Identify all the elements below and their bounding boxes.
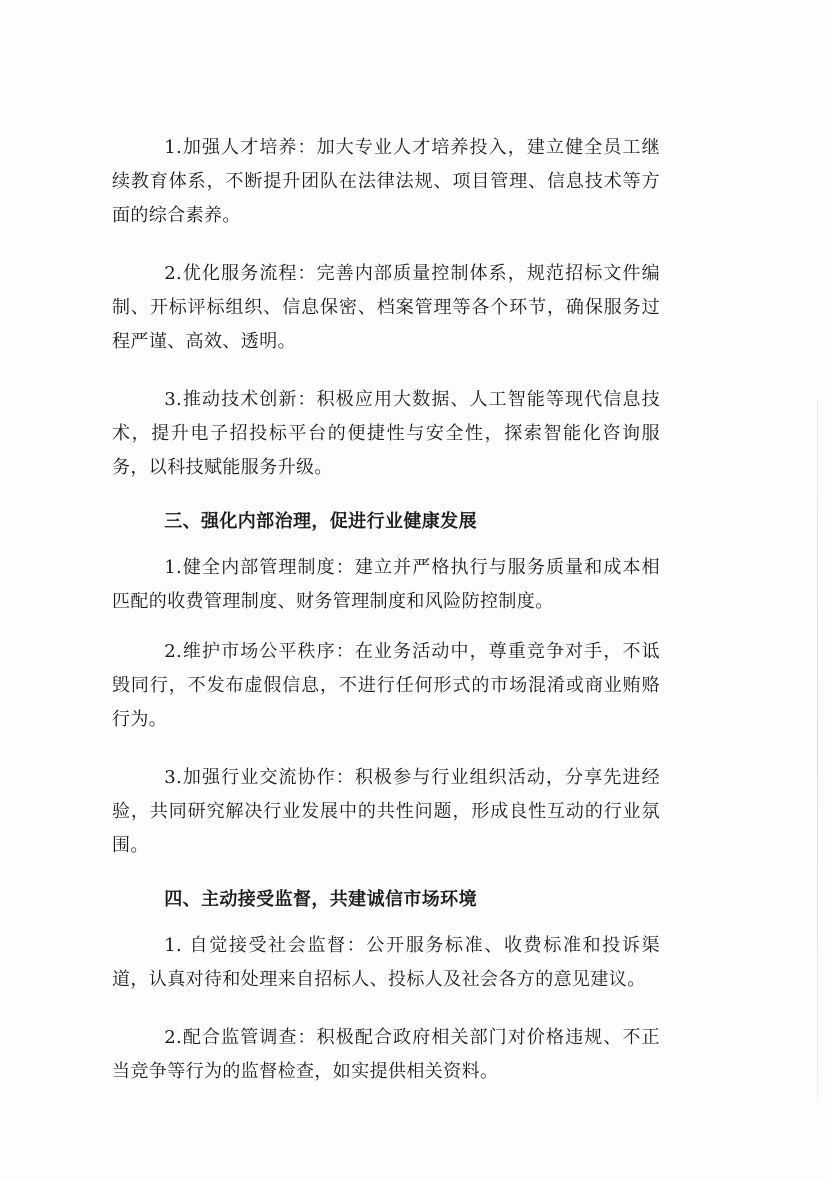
paragraph-regulatory-cooperation: 2.配合监管调查：积极配合政府相关部门对价格违规、不正当竞争等行为的监督检查，如实提供相关资料。 — [112, 1027, 660, 1082]
paragraph-tech-innovation: 3.推动技术创新：积极应用大数据、人工智能等现代信息技术，提升电子招投标平台的便捷性与安全性，探索智能化咨询服务，以科技赋能服务升级。 — [112, 389, 660, 478]
paragraph-industry-exchange: 3.加强行业交流协作：积极参与行业组织活动，分享先进经验，共同研究解决行业发展中的共性问题，形成良性互动的行业氛围。 — [112, 767, 660, 856]
paragraph-fair-market: 2.维护市场公平秩序：在业务活动中，尊重竞争对手，不诋毁同行，不发布虚假信息，不进行任何形式的市场混淆或商业贿赂行为。 — [112, 641, 660, 730]
section-heading-internal-governance: 三、强化内部治理，促进行业健康发展 — [164, 511, 477, 532]
scan-edge-shadow — [817, 400, 818, 1100]
paragraph-social-supervision: 1. 自觉接受社会监督：公开服务标准、收费标准和投诉渠道，认真对待和处理来自招标人、投标人及社会各方的意见建议。 — [112, 935, 660, 990]
paragraph-internal-management: 1.健全内部管理制度：建立并严格执行与服务质量和成本相匹配的收费管理制度、财务管理制度和风险防控制度。 — [112, 557, 660, 612]
section-heading-supervision: 四、主动接受监督，共建诚信市场环境 — [164, 889, 477, 910]
paragraph-talent-training: 1.加强人才培养：加大专业人才培养投入，建立健全员工继续教育体系，不断提升团队在法律法规、项目管理、信息技术等方面的综合素养。 — [112, 137, 660, 226]
document-body — [112, 131, 660, 1089]
paragraph-optimize-process: 2.优化服务流程：完善内部质量控制体系，规范招标文件编制、开标评标组织、信息保密、档案管理等各个环节，确保服务过程严谨、高效、透明。 — [112, 263, 660, 352]
